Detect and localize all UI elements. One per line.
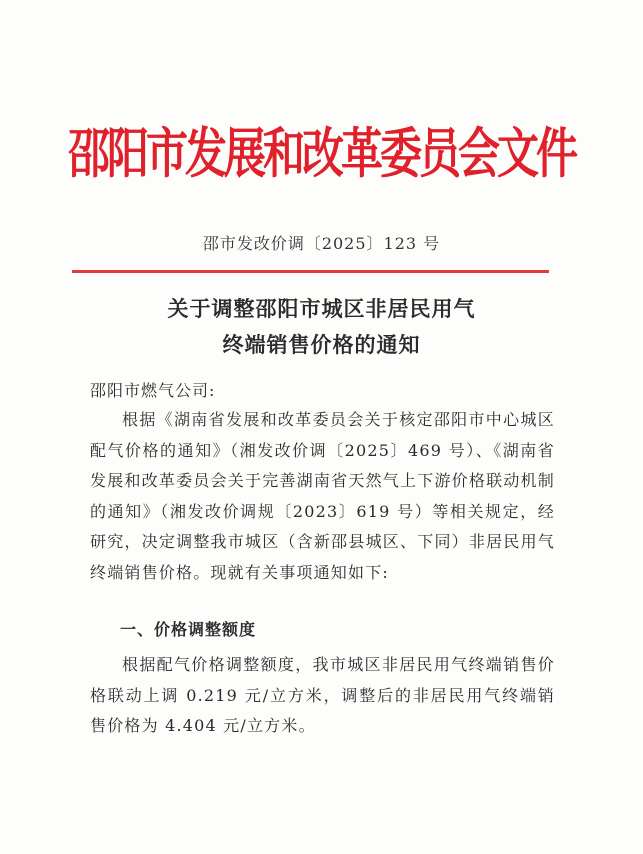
salutation: 邵阳市燃气公司:	[90, 381, 216, 400]
issuing-authority-header: 邵阳市发展和改革委员会文件	[67, 122, 575, 185]
title-line-2: 终端销售价格的通知	[222, 332, 421, 357]
body-paragraph-2: 根据配气价格调整额度，我市城区非居民用气终端销售价格联动上调 0.219 元/立方米，调整后的非居民用气终端销售价格为 4.404 元/立方米。	[90, 655, 555, 735]
title-line-1: 关于调整邵阳市城区非居民用气	[167, 296, 476, 321]
red-divider-line	[72, 270, 549, 273]
document-number: 邵市发改价调〔2025〕123 号	[202, 234, 441, 253]
body-paragraph-1: 根据《湖南省发展和改革委员会关于核定邵阳市中心城区配气价格的通知》（湘发改价调〔2025〕469 号）、《湖南省发展和改革委员会关于完善湖南省天然气上下游价格联动机制的通知》（湘发改价调规〔2023〕619 号）等相关规定，经研究，决定调整我市城区（含新邵县城区、下同）非居民用气终端销售价格。现就有关事项通知如下:	[90, 410, 555, 582]
section-heading-1: 一、价格调整额度	[120, 620, 257, 639]
